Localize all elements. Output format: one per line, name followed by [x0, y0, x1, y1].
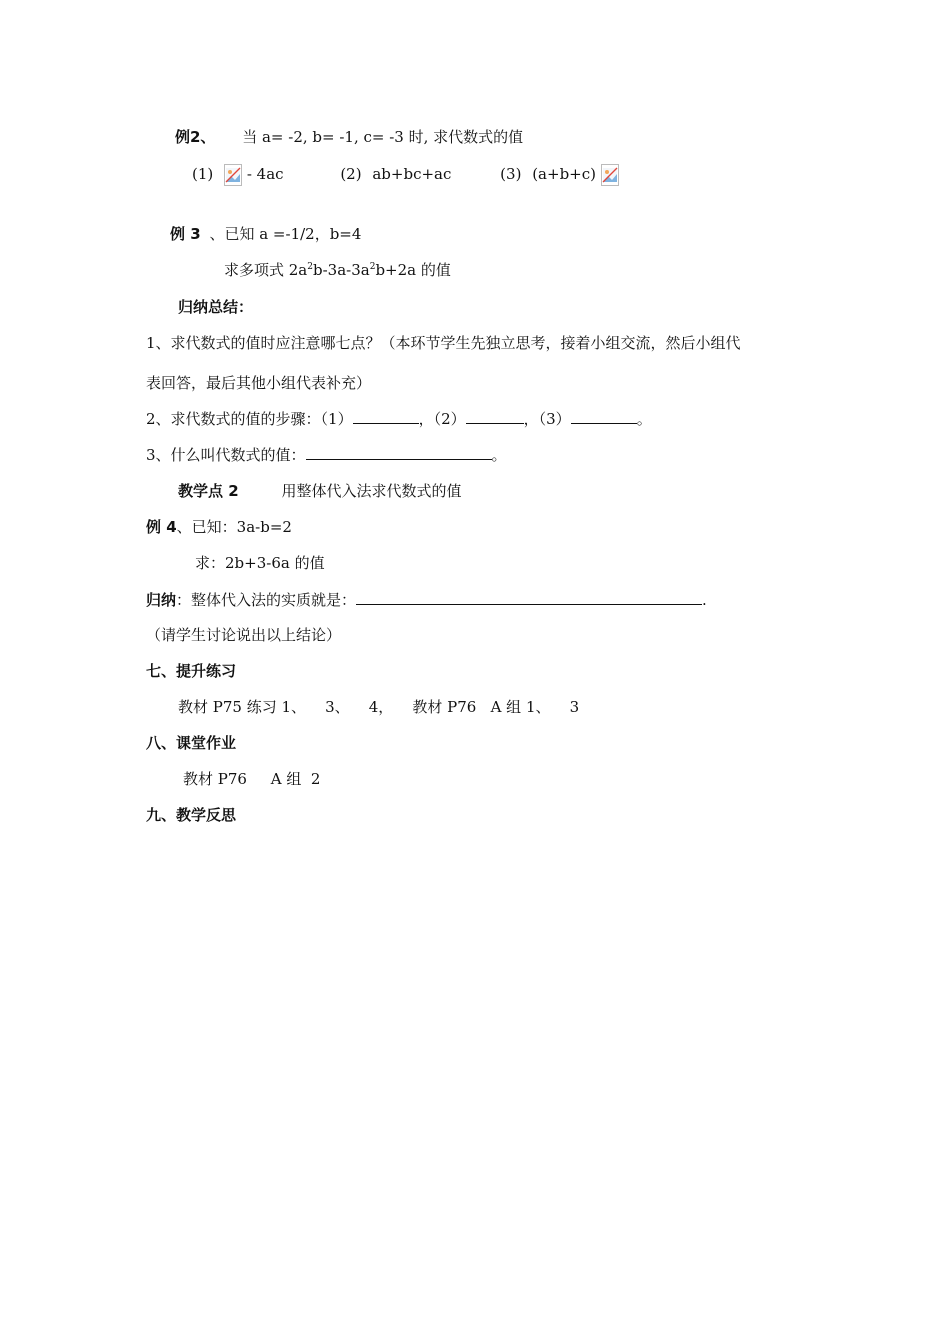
- question-2-sep-1: ，（2）: [418, 410, 466, 428]
- example-3-label: 例 3: [170, 225, 201, 243]
- item-1-number: (1): [192, 165, 214, 183]
- example-4-label: 例 4: [146, 518, 177, 536]
- example-3-requirement: [224, 260, 451, 280]
- example-3-line: [170, 224, 361, 244]
- requirement-part-1: 求多项式 2a: [224, 261, 308, 279]
- item-3-number: (3): [500, 165, 522, 183]
- conclusion-text: ：整体代入法的实质就是：: [176, 591, 357, 609]
- summary-question-2: [146, 409, 652, 429]
- answer-blank[interactable]: [356, 590, 702, 605]
- section-9-title: 九、教学反思: [146, 806, 237, 824]
- item-2-expression: ab+bc+ac: [372, 165, 452, 183]
- answer-blank[interactable]: [571, 409, 637, 424]
- conclusion-label: 归纳: [146, 591, 177, 609]
- conclusion-end: .: [702, 591, 707, 609]
- requirement-part-3: b+2a 的值: [375, 261, 451, 279]
- summary-title: 归纳总结：: [178, 298, 254, 316]
- example-2-line: [175, 127, 523, 147]
- teaching-point-2: [178, 481, 461, 501]
- section-7-text: 教材 P75 练习 1、 3、 4， 教材 P76 A 组 1、 3: [178, 698, 580, 716]
- superscript-2: 2: [369, 262, 376, 272]
- item-3-expression: (a+b+c): [532, 165, 596, 183]
- item-2-number: (2): [340, 165, 362, 183]
- example-3-text: 、已知 a =-1/2，b=4: [209, 225, 362, 243]
- example-4-requirement: 求：2b+3-6a 的值: [195, 554, 325, 572]
- conclusion-line: [146, 590, 707, 610]
- example-4-text: 、已知：3a-b=2: [176, 518, 292, 536]
- requirement-part-2: b-3a-3a: [313, 261, 370, 279]
- question-2-sep-2: ，（3）: [523, 410, 571, 428]
- item-1-expression: - 4ac: [246, 165, 284, 183]
- example-2-label: 例2、: [175, 128, 216, 146]
- summary-question-1-line-2: 表回答，最后其他小组代表补充）: [146, 374, 372, 392]
- conclusion-note: （请学生讨论说出以上结论）: [146, 626, 342, 644]
- section-7-title: 七、提升练习: [146, 662, 237, 680]
- superscript-2: 2: [307, 262, 313, 272]
- section-8-title: 八、课堂作业: [146, 734, 237, 752]
- image-placeholder-icon: [601, 164, 619, 186]
- teaching-point-label: 教学点 2: [178, 482, 239, 500]
- answer-blank[interactable]: [466, 409, 524, 424]
- answer-blank[interactable]: [306, 445, 492, 460]
- question-3-end: 。: [491, 446, 507, 464]
- question-3-prefix: 3、什么叫代数式的值：: [146, 446, 306, 464]
- example-2-text: 当 a= -2, b= -1, c= -3 时, 求代数式的值: [242, 128, 524, 146]
- question-2-prefix: 2、求代数式的值的步骤：（1）: [146, 410, 353, 428]
- summary-question-1-line-1: 1、求代数式的值时应注意哪七点？（本环节学生先独立思考，接着小组交流，然后小组代: [146, 334, 741, 352]
- teaching-point-text: 用整体代入法求代数式的值: [281, 482, 462, 500]
- question-2-end: 。: [636, 410, 652, 428]
- answer-blank[interactable]: [353, 409, 419, 424]
- example-4-line: [146, 517, 292, 537]
- image-placeholder-icon: [224, 164, 242, 186]
- example-2-items: [192, 164, 619, 196]
- section-8-text: 教材 P76 A 组 2: [183, 770, 321, 788]
- summary-question-3: [146, 445, 507, 465]
